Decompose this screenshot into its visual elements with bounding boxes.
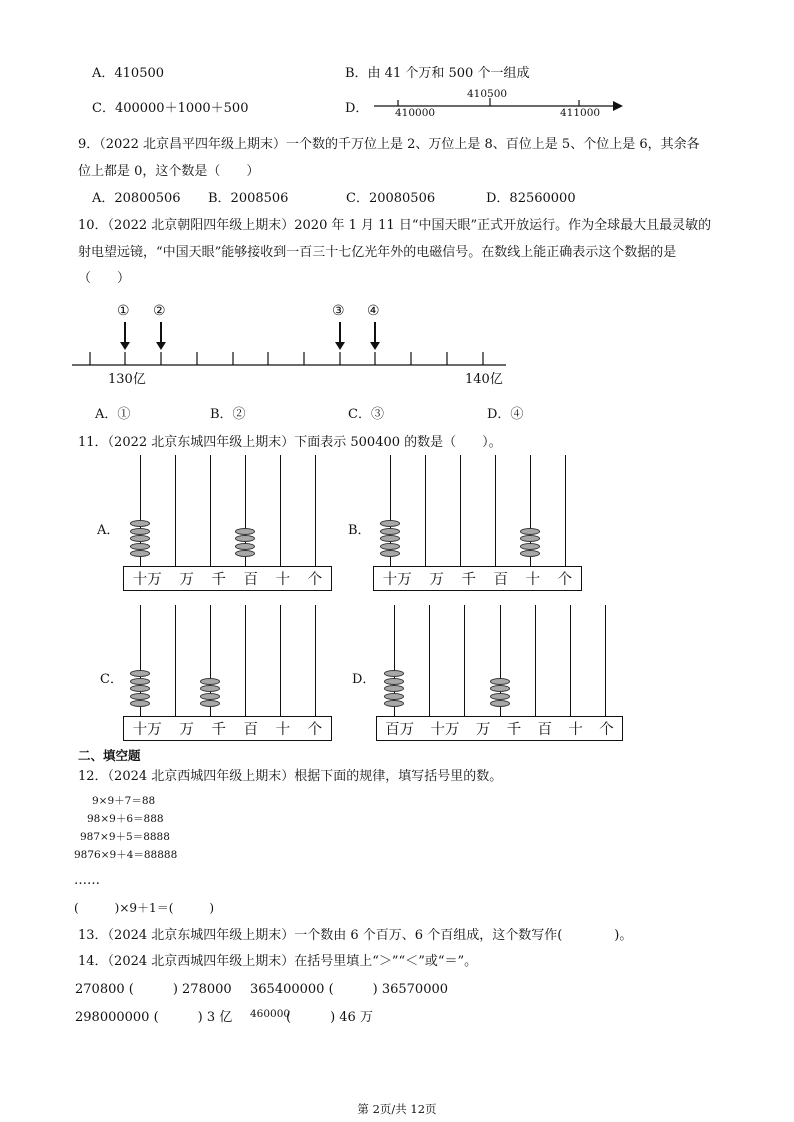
abacus-c-bead: [200, 700, 220, 707]
abacus-c-letter: C．: [100, 672, 123, 687]
abacus-d-place-4: 百: [537, 722, 553, 738]
q10-stem-line3: （ ）: [78, 271, 131, 286]
q8-option-b: B．由 41 个万和 500 个一组成: [345, 66, 530, 81]
q9-stem-line1: 9．（2022 北京昌平四年级上期末）一个数的千万位上是 2、万位上是 8、百位上是 5、个位上是 6，其余各: [78, 137, 700, 152]
abacus-d-bead: [384, 670, 404, 677]
abacus-b-place-2: 千: [461, 572, 476, 588]
abacus-b-bead: [520, 535, 540, 542]
abacus-a-place-0: 十万: [132, 572, 162, 588]
abacus-d-bead: [490, 678, 510, 685]
abacus-b-bead: [520, 543, 540, 550]
q9-stem-line2: 位上都是 0，这个数是（ ）: [78, 164, 260, 179]
abacus-c-bead: [200, 678, 220, 685]
abacus-a-bead: [235, 550, 255, 557]
q8-option-a: A．410500: [92, 66, 165, 81]
page-footer: 第 2页/共 12页: [357, 1102, 437, 1116]
abacus-a-bead: [130, 543, 150, 550]
abacus-a-bead: [130, 550, 150, 557]
abacus-c-frame: [123, 716, 332, 741]
q9-option-d: D．82560000: [486, 191, 576, 206]
q10-option-c: C．③: [348, 407, 384, 422]
q12-stem: 12．（2024 北京西城四年级上期末）根据下面的规律，填写括号里的数。: [78, 769, 503, 784]
abacus-b-place-5: 个: [557, 572, 573, 588]
abacus-b-bead: [520, 550, 540, 557]
abacus-a-place-1: 万: [179, 572, 194, 588]
abacus-c-rod: [280, 605, 281, 716]
abacus-d-bead: [384, 700, 404, 707]
abacus-a-rod: [175, 455, 176, 566]
abacus-a-frame: [123, 566, 332, 591]
abacus-a-bead: [130, 528, 150, 535]
abacus-d-rod: [605, 605, 606, 716]
abacus-b-place-0: 十万: [382, 572, 412, 588]
arrow-marker-2: [156, 322, 166, 350]
abacus-b-bead: [380, 543, 400, 550]
abacus-c-rod: [175, 605, 176, 716]
q12-equation-2: 98×9＋6＝888: [87, 813, 164, 825]
abacus-d-bead: [384, 685, 404, 692]
abacus-c-bead: [200, 693, 220, 700]
abacus-d-bead: [384, 678, 404, 685]
arrow-marker-3: [335, 322, 345, 350]
q10-option-b: B．②: [210, 407, 246, 422]
q14-stem: 14．（2024 北京西城四年级上期末）在括号里填上“＞”“＜”或“＝”。: [78, 954, 478, 969]
abacus-c-place-2: 千: [211, 722, 226, 738]
q8-option-c: C．400000＋1000＋500: [92, 101, 249, 116]
abacus-d-rod: [429, 605, 430, 716]
q14-compare-1: 270800 ( ) 278000: [75, 982, 232, 997]
q12-blank: ( )×9＋1＝( ): [74, 901, 215, 915]
abacus-a-rod: [210, 455, 211, 566]
arrow-marker-1: [120, 322, 130, 350]
q14-compare-2: 365400000 ( ) 36570000: [250, 982, 449, 997]
q9-option-a: A．20800506: [92, 191, 181, 206]
q14-compare-4-left: 460000: [250, 1008, 291, 1020]
abacus-a-bead: [235, 528, 255, 535]
q11-stem: 11．（2022 北京东城四年级上期末）下面表示 500400 的数是（ ）。: [78, 435, 502, 450]
abacus-c-bead: [130, 700, 150, 707]
q10-axis-right-label: 140亿: [465, 372, 503, 387]
abacus-b-place-1: 万: [429, 572, 444, 588]
q10-stem-line2: 射电望远镜，“中国天眼”能够接收到一百三十七亿光年外的电磁信号。在数线上能正确表示这个数据的是: [78, 245, 677, 260]
abacus-b-bead: [380, 528, 400, 535]
abacus-a-bead: [130, 535, 150, 542]
abacus-d-rod: [570, 605, 571, 716]
abacus-a-bead: [235, 535, 255, 542]
q10-marker-1-label: ①: [117, 303, 130, 319]
abacus-c-bead: [200, 685, 220, 692]
abacus-a-place-3: 百: [243, 572, 259, 588]
q14-compare-4-right: ( ) 46 万: [286, 1010, 373, 1025]
abacus-d-place-3: 千: [506, 722, 522, 738]
abacus-a-place-4: 十: [275, 572, 291, 588]
abacus-a-rod: [280, 455, 281, 566]
q12-equation-3: 987×9＋5＝8888: [80, 831, 170, 843]
abacus-c-bead: [130, 678, 150, 685]
abacus-c-place-5: 个: [307, 722, 323, 738]
q10-number-line: [70, 300, 520, 375]
q8-line-right-label: 411000: [560, 107, 601, 119]
abacus-b-bead: [380, 520, 400, 527]
abacus-a-place-5: 个: [307, 572, 323, 588]
q12-equation-4: 9876×9＋4＝88888: [74, 849, 178, 861]
abacus-d-rod: [464, 605, 465, 716]
abacus-d-place-0: 百万: [385, 722, 415, 738]
abacus-c-rod: [315, 605, 316, 716]
section-heading: 二、填空题: [78, 748, 141, 763]
q10-option-a: A．①: [95, 407, 131, 422]
abacus-d-place-2: 万: [475, 722, 491, 738]
abacus-b-rod: [495, 455, 496, 566]
q8-option-d: D．: [345, 101, 369, 116]
q10-axis-left-label: 130亿: [108, 372, 146, 387]
abacus-b-place-4: 十: [525, 572, 541, 588]
abacus-c-place-4: 十: [275, 722, 291, 738]
abacus-b-rod: [565, 455, 566, 566]
q12-equation-1: 9×9＋7＝88: [92, 795, 156, 807]
abacus-b-bead: [520, 528, 540, 535]
abacus-c-place-0: 十万: [132, 722, 162, 738]
abacus-d-place-6: 个: [599, 722, 614, 738]
abacus-a-letter: A．: [97, 523, 120, 538]
q10-option-d: D．④: [487, 407, 524, 422]
abacus-b-bead: [380, 535, 400, 542]
abacus-c-bead: [130, 685, 150, 692]
q10-marker-2-label: ②: [153, 303, 166, 319]
abacus-b-frame: [373, 566, 582, 591]
abacus-c-bead: [130, 693, 150, 700]
q10-marker-3-label: ③: [332, 303, 345, 319]
q8-line-top-label: 410500: [467, 88, 508, 100]
q9-option-c: C．20080506: [346, 191, 436, 206]
abacus-c-place-3: 百: [243, 722, 259, 738]
abacus-a-bead: [130, 520, 150, 527]
abacus-c-place-1: 万: [179, 722, 194, 738]
abacus-c-bead: [130, 670, 150, 677]
abacus-d-bead: [490, 693, 510, 700]
abacus-b-rod: [425, 455, 426, 566]
abacus-d-bead: [384, 693, 404, 700]
q10-marker-4-label: ④: [367, 303, 380, 319]
abacus-c-rod: [245, 605, 246, 716]
arrow-marker-4: [370, 322, 380, 350]
abacus-b-rod: [460, 455, 461, 566]
abacus-d-letter: D．: [352, 672, 376, 687]
abacus-d-bead: [490, 700, 510, 707]
abacus-d-rod: [535, 605, 536, 716]
abacus-d-bead: [490, 685, 510, 692]
q9-option-b: B．2008506: [208, 191, 289, 206]
abacus-d-place-5: 十: [568, 722, 583, 738]
abacus-a-place-2: 千: [211, 572, 226, 588]
q14-compare-3: 298000000 ( ) 3 亿: [75, 1010, 233, 1025]
q10-stem-line1: 10．（2022 北京朝阳四年级上期末）2020 年 1 月 11 日“中国天眼”正式开放运行。作为全球最大且最灵敏的: [78, 218, 712, 233]
abacus-a-bead: [235, 543, 255, 550]
q13-stem: 13．（2024 北京东城四年级上期末）一个数由 6 个百万、6 个百组成，这个数写作( )。: [78, 928, 633, 943]
q8-line-left-label: 410000: [395, 107, 436, 119]
abacus-b-place-3: 百: [493, 572, 509, 588]
abacus-b-letter: B．: [348, 523, 371, 538]
abacus-d-place-1: 十万: [430, 722, 460, 738]
abacus-b-bead: [380, 550, 400, 557]
q12-ellipsis: ……: [74, 873, 100, 888]
abacus-a-rod: [315, 455, 316, 566]
abacus-d-frame: [376, 716, 623, 741]
